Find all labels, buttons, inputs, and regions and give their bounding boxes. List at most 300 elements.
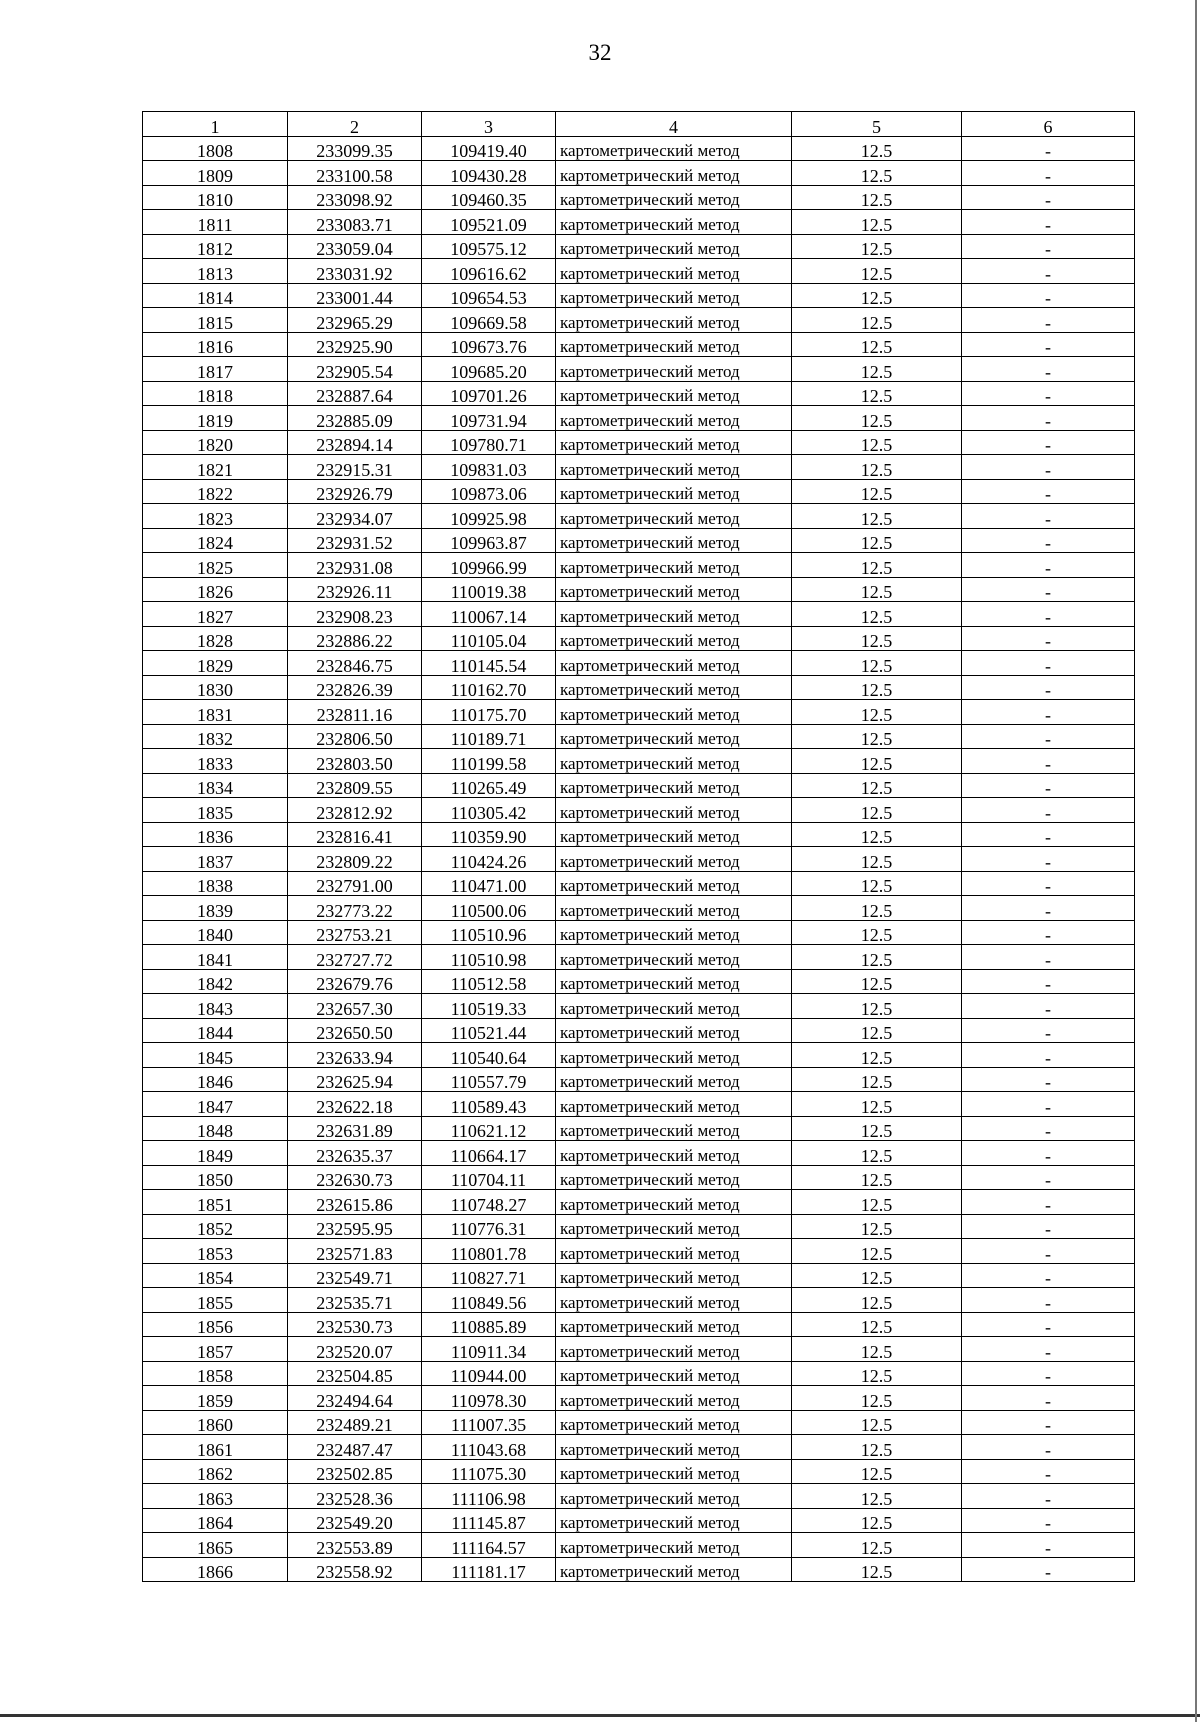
x-coordinate-cell: 232925.90 xyxy=(288,332,422,357)
table-row xyxy=(143,308,1135,333)
note-cell: - xyxy=(962,1508,1135,1533)
column-header: 1 xyxy=(143,112,288,137)
accuracy-cell: 12.5 xyxy=(792,1263,962,1288)
table-row xyxy=(143,920,1135,945)
accuracy-cell: 12.5 xyxy=(792,1533,962,1558)
y-coordinate-cell: 110911.34 xyxy=(422,1337,556,1362)
x-coordinate-cell: 232826.39 xyxy=(288,675,422,700)
x-coordinate-cell: 232885.09 xyxy=(288,406,422,431)
method-cell: картометрический метод xyxy=(556,896,792,921)
method-cell: картометрический метод xyxy=(556,1092,792,1117)
note-cell: - xyxy=(962,626,1135,651)
method-cell: картометрический метод xyxy=(556,822,792,847)
method-cell: картометрический метод xyxy=(556,847,792,872)
y-coordinate-cell: 110540.64 xyxy=(422,1043,556,1068)
point-number-cell: 1844 xyxy=(143,1018,288,1043)
method-cell: картометрический метод xyxy=(556,700,792,725)
table-row xyxy=(143,357,1135,382)
x-coordinate-cell: 232965.29 xyxy=(288,308,422,333)
method-cell: картометрический метод xyxy=(556,1116,792,1141)
point-number-cell: 1832 xyxy=(143,724,288,749)
note-cell: - xyxy=(962,1337,1135,1362)
method-cell: картометрический метод xyxy=(556,1435,792,1460)
y-coordinate-cell: 110621.12 xyxy=(422,1116,556,1141)
table-row xyxy=(143,675,1135,700)
x-coordinate-cell: 232595.95 xyxy=(288,1214,422,1239)
table-row xyxy=(143,455,1135,480)
column-header: 3 xyxy=(422,112,556,137)
accuracy-cell: 12.5 xyxy=(792,1190,962,1215)
accuracy-cell: 12.5 xyxy=(792,675,962,700)
y-coordinate-cell: 109419.40 xyxy=(422,136,556,161)
x-coordinate-cell: 232530.73 xyxy=(288,1312,422,1337)
method-cell: картометрический метод xyxy=(556,553,792,578)
note-cell: - xyxy=(962,1214,1135,1239)
x-coordinate-cell: 232934.07 xyxy=(288,504,422,529)
method-cell: картометрический метод xyxy=(556,1410,792,1435)
note-cell: - xyxy=(962,1141,1135,1166)
y-coordinate-cell: 110510.96 xyxy=(422,920,556,945)
note-cell: - xyxy=(962,136,1135,161)
accuracy-cell: 12.5 xyxy=(792,773,962,798)
method-cell: картометрический метод xyxy=(556,1361,792,1386)
point-number-cell: 1816 xyxy=(143,332,288,357)
x-coordinate-cell: 232908.23 xyxy=(288,602,422,627)
x-coordinate-cell: 232915.31 xyxy=(288,455,422,480)
y-coordinate-cell: 109430.28 xyxy=(422,161,556,186)
point-number-cell: 1865 xyxy=(143,1533,288,1558)
x-coordinate-cell: 232809.22 xyxy=(288,847,422,872)
y-coordinate-cell: 109780.71 xyxy=(422,430,556,455)
accuracy-cell: 12.5 xyxy=(792,1410,962,1435)
y-coordinate-cell: 109701.26 xyxy=(422,381,556,406)
table-row xyxy=(143,896,1135,921)
x-coordinate-cell: 232487.47 xyxy=(288,1435,422,1460)
method-cell: картометрический метод xyxy=(556,1067,792,1092)
accuracy-cell: 12.5 xyxy=(792,161,962,186)
note-cell: - xyxy=(962,357,1135,382)
x-coordinate-cell: 232887.64 xyxy=(288,381,422,406)
point-number-cell: 1854 xyxy=(143,1263,288,1288)
y-coordinate-cell: 111106.98 xyxy=(422,1484,556,1509)
point-number-cell: 1836 xyxy=(143,822,288,847)
note-cell: - xyxy=(962,896,1135,921)
method-cell: картометрический метод xyxy=(556,1459,792,1484)
y-coordinate-cell: 110189.71 xyxy=(422,724,556,749)
method-cell: картометрический метод xyxy=(556,1239,792,1264)
table-row xyxy=(143,553,1135,578)
x-coordinate-cell: 233001.44 xyxy=(288,283,422,308)
note-cell: - xyxy=(962,1484,1135,1509)
column-header: 2 xyxy=(288,112,422,137)
note-cell: - xyxy=(962,1067,1135,1092)
method-cell: картометрический метод xyxy=(556,136,792,161)
y-coordinate-cell: 110944.00 xyxy=(422,1361,556,1386)
y-coordinate-cell: 110199.58 xyxy=(422,749,556,774)
x-coordinate-cell: 232773.22 xyxy=(288,896,422,921)
y-coordinate-cell: 110105.04 xyxy=(422,626,556,651)
method-cell: картометрический метод xyxy=(556,1190,792,1215)
accuracy-cell: 12.5 xyxy=(792,798,962,823)
y-coordinate-cell: 110589.43 xyxy=(422,1092,556,1117)
method-cell: картометрический метод xyxy=(556,1557,792,1582)
x-coordinate-cell: 232489.21 xyxy=(288,1410,422,1435)
table-row xyxy=(143,136,1135,161)
x-coordinate-cell: 232520.07 xyxy=(288,1337,422,1362)
note-cell: - xyxy=(962,479,1135,504)
accuracy-cell: 12.5 xyxy=(792,455,962,480)
y-coordinate-cell: 110500.06 xyxy=(422,896,556,921)
accuracy-cell: 12.5 xyxy=(792,1092,962,1117)
method-cell: картометрический метод xyxy=(556,1312,792,1337)
note-cell: - xyxy=(962,1386,1135,1411)
point-number-cell: 1853 xyxy=(143,1239,288,1264)
y-coordinate-cell: 109575.12 xyxy=(422,234,556,259)
point-number-cell: 1835 xyxy=(143,798,288,823)
column-header: 5 xyxy=(792,112,962,137)
y-coordinate-cell: 109685.20 xyxy=(422,357,556,382)
y-coordinate-cell: 110510.98 xyxy=(422,945,556,970)
x-coordinate-cell: 232504.85 xyxy=(288,1361,422,1386)
x-coordinate-cell: 232553.89 xyxy=(288,1533,422,1558)
y-coordinate-cell: 109460.35 xyxy=(422,185,556,210)
point-number-cell: 1855 xyxy=(143,1288,288,1313)
accuracy-cell: 12.5 xyxy=(792,1067,962,1092)
method-cell: картометрический метод xyxy=(556,161,792,186)
note-cell: - xyxy=(962,528,1135,553)
accuracy-cell: 12.5 xyxy=(792,1043,962,1068)
point-number-cell: 1811 xyxy=(143,210,288,235)
method-cell: картометрический метод xyxy=(556,871,792,896)
method-cell: картометрический метод xyxy=(556,185,792,210)
x-coordinate-cell: 233098.92 xyxy=(288,185,422,210)
y-coordinate-cell: 110521.44 xyxy=(422,1018,556,1043)
note-cell: - xyxy=(962,1459,1135,1484)
accuracy-cell: 12.5 xyxy=(792,1361,962,1386)
accuracy-cell: 12.5 xyxy=(792,1484,962,1509)
note-cell: - xyxy=(962,259,1135,284)
table-row xyxy=(143,1386,1135,1411)
point-number-cell: 1863 xyxy=(143,1484,288,1509)
x-coordinate-cell: 232727.72 xyxy=(288,945,422,970)
y-coordinate-cell: 109873.06 xyxy=(422,479,556,504)
y-coordinate-cell: 110978.30 xyxy=(422,1386,556,1411)
accuracy-cell: 12.5 xyxy=(792,847,962,872)
table-row xyxy=(143,749,1135,774)
point-number-cell: 1864 xyxy=(143,1508,288,1533)
note-cell: - xyxy=(962,847,1135,872)
y-coordinate-cell: 110827.71 xyxy=(422,1263,556,1288)
accuracy-cell: 12.5 xyxy=(792,1018,962,1043)
table-body xyxy=(143,136,1135,1582)
note-cell: - xyxy=(962,675,1135,700)
accuracy-cell: 12.5 xyxy=(792,1386,962,1411)
note-cell: - xyxy=(962,773,1135,798)
note-cell: - xyxy=(962,969,1135,994)
table-row xyxy=(143,1092,1135,1117)
note-cell: - xyxy=(962,308,1135,333)
y-coordinate-cell: 109925.98 xyxy=(422,504,556,529)
method-cell: картометрический метод xyxy=(556,1141,792,1166)
y-coordinate-cell: 109669.58 xyxy=(422,308,556,333)
note-cell: - xyxy=(962,1116,1135,1141)
point-number-cell: 1808 xyxy=(143,136,288,161)
column-header: 4 xyxy=(556,112,792,137)
method-cell: картометрический метод xyxy=(556,577,792,602)
method-cell: картометрический метод xyxy=(556,1214,792,1239)
y-coordinate-cell: 111043.68 xyxy=(422,1435,556,1460)
note-cell: - xyxy=(962,1263,1135,1288)
point-number-cell: 1821 xyxy=(143,455,288,480)
x-coordinate-cell: 232631.89 xyxy=(288,1116,422,1141)
x-coordinate-cell: 232753.21 xyxy=(288,920,422,945)
y-coordinate-cell: 110162.70 xyxy=(422,675,556,700)
point-number-cell: 1847 xyxy=(143,1092,288,1117)
accuracy-cell: 12.5 xyxy=(792,430,962,455)
table-row xyxy=(143,626,1135,651)
point-number-cell: 1843 xyxy=(143,994,288,1019)
x-coordinate-cell: 232926.11 xyxy=(288,577,422,602)
point-number-cell: 1857 xyxy=(143,1337,288,1362)
table-row xyxy=(143,283,1135,308)
point-number-cell: 1849 xyxy=(143,1141,288,1166)
x-coordinate-cell: 233031.92 xyxy=(288,259,422,284)
y-coordinate-cell: 111075.30 xyxy=(422,1459,556,1484)
method-cell: картометрический метод xyxy=(556,1165,792,1190)
x-coordinate-cell: 232931.08 xyxy=(288,553,422,578)
point-number-cell: 1831 xyxy=(143,700,288,725)
accuracy-cell: 12.5 xyxy=(792,406,962,431)
note-cell: - xyxy=(962,455,1135,480)
table-row xyxy=(143,1459,1135,1484)
point-number-cell: 1820 xyxy=(143,430,288,455)
point-number-cell: 1850 xyxy=(143,1165,288,1190)
note-cell: - xyxy=(962,504,1135,529)
table-row xyxy=(143,1263,1135,1288)
y-coordinate-cell: 110801.78 xyxy=(422,1239,556,1264)
table-row xyxy=(143,577,1135,602)
x-coordinate-cell: 232905.54 xyxy=(288,357,422,382)
method-cell: картометрический метод xyxy=(556,210,792,235)
y-coordinate-cell: 110557.79 xyxy=(422,1067,556,1092)
y-coordinate-cell: 111181.17 xyxy=(422,1557,556,1582)
note-cell: - xyxy=(962,749,1135,774)
note-cell: - xyxy=(962,234,1135,259)
point-number-cell: 1833 xyxy=(143,749,288,774)
accuracy-cell: 12.5 xyxy=(792,724,962,749)
point-number-cell: 1827 xyxy=(143,602,288,627)
accuracy-cell: 12.5 xyxy=(792,308,962,333)
y-coordinate-cell: 110067.14 xyxy=(422,602,556,627)
method-cell: картометрический метод xyxy=(556,773,792,798)
x-coordinate-cell: 232528.36 xyxy=(288,1484,422,1509)
point-number-cell: 1818 xyxy=(143,381,288,406)
accuracy-cell: 12.5 xyxy=(792,1288,962,1313)
note-cell: - xyxy=(962,1288,1135,1313)
y-coordinate-cell: 110305.42 xyxy=(422,798,556,823)
y-coordinate-cell: 110519.33 xyxy=(422,994,556,1019)
method-cell: картометрический метод xyxy=(556,381,792,406)
accuracy-cell: 12.5 xyxy=(792,1141,962,1166)
note-cell: - xyxy=(962,651,1135,676)
table-row xyxy=(143,185,1135,210)
point-number-cell: 1840 xyxy=(143,920,288,945)
note-cell: - xyxy=(962,920,1135,945)
accuracy-cell: 12.5 xyxy=(792,700,962,725)
table-row xyxy=(143,1018,1135,1043)
note-cell: - xyxy=(962,577,1135,602)
y-coordinate-cell: 109616.62 xyxy=(422,259,556,284)
accuracy-cell: 12.5 xyxy=(792,283,962,308)
method-cell: картометрический метод xyxy=(556,504,792,529)
method-cell: картометрический метод xyxy=(556,1386,792,1411)
y-coordinate-cell: 109673.76 xyxy=(422,332,556,357)
point-number-cell: 1810 xyxy=(143,185,288,210)
table-row xyxy=(143,700,1135,725)
point-number-cell: 1841 xyxy=(143,945,288,970)
note-cell: - xyxy=(962,700,1135,725)
table-row xyxy=(143,210,1135,235)
method-cell: картометрический метод xyxy=(556,626,792,651)
table-row xyxy=(143,406,1135,431)
scan-right-edge xyxy=(1195,0,1197,1722)
y-coordinate-cell: 111145.87 xyxy=(422,1508,556,1533)
x-coordinate-cell: 232846.75 xyxy=(288,651,422,676)
method-cell: картометрический метод xyxy=(556,308,792,333)
note-cell: - xyxy=(962,406,1135,431)
table-row xyxy=(143,1508,1135,1533)
point-number-cell: 1858 xyxy=(143,1361,288,1386)
table-row xyxy=(143,1337,1135,1362)
table-row xyxy=(143,479,1135,504)
method-cell: картометрический метод xyxy=(556,259,792,284)
table-row xyxy=(143,602,1135,627)
point-number-cell: 1813 xyxy=(143,259,288,284)
point-number-cell: 1866 xyxy=(143,1557,288,1582)
table-row xyxy=(143,504,1135,529)
note-cell: - xyxy=(962,945,1135,970)
point-number-cell: 1828 xyxy=(143,626,288,651)
point-number-cell: 1861 xyxy=(143,1435,288,1460)
point-number-cell: 1826 xyxy=(143,577,288,602)
note-cell: - xyxy=(962,1165,1135,1190)
x-coordinate-cell: 232615.86 xyxy=(288,1190,422,1215)
note-cell: - xyxy=(962,161,1135,186)
table-row xyxy=(143,381,1135,406)
method-cell: картометрический метод xyxy=(556,798,792,823)
x-coordinate-cell: 232494.64 xyxy=(288,1386,422,1411)
method-cell: картометрический метод xyxy=(556,945,792,970)
y-coordinate-cell: 110885.89 xyxy=(422,1312,556,1337)
x-coordinate-cell: 232625.94 xyxy=(288,1067,422,1092)
table-row xyxy=(143,1141,1135,1166)
table-row xyxy=(143,1557,1135,1582)
point-number-cell: 1859 xyxy=(143,1386,288,1411)
method-cell: картометрический метод xyxy=(556,528,792,553)
x-coordinate-cell: 232816.41 xyxy=(288,822,422,847)
table-row xyxy=(143,1435,1135,1460)
x-coordinate-cell: 232886.22 xyxy=(288,626,422,651)
method-cell: картометрический метод xyxy=(556,920,792,945)
table-row xyxy=(143,1043,1135,1068)
y-coordinate-cell: 109654.53 xyxy=(422,283,556,308)
x-coordinate-cell: 233100.58 xyxy=(288,161,422,186)
method-cell: картометрический метод xyxy=(556,1337,792,1362)
point-number-cell: 1838 xyxy=(143,871,288,896)
accuracy-cell: 12.5 xyxy=(792,602,962,627)
y-coordinate-cell: 110359.90 xyxy=(422,822,556,847)
method-cell: картометрический метод xyxy=(556,1263,792,1288)
table-row xyxy=(143,1165,1135,1190)
point-number-cell: 1830 xyxy=(143,675,288,700)
x-coordinate-cell: 232811.16 xyxy=(288,700,422,725)
point-number-cell: 1814 xyxy=(143,283,288,308)
accuracy-cell: 12.5 xyxy=(792,381,962,406)
accuracy-cell: 12.5 xyxy=(792,185,962,210)
table-row xyxy=(143,1484,1135,1509)
point-number-cell: 1842 xyxy=(143,969,288,994)
method-cell: картометрический метод xyxy=(556,1508,792,1533)
table-row xyxy=(143,1067,1135,1092)
accuracy-cell: 12.5 xyxy=(792,1337,962,1362)
table-row xyxy=(143,1533,1135,1558)
method-cell: картометрический метод xyxy=(556,1288,792,1313)
y-coordinate-cell: 109963.87 xyxy=(422,528,556,553)
column-header: 6 xyxy=(962,112,1135,137)
note-cell: - xyxy=(962,1190,1135,1215)
accuracy-cell: 12.5 xyxy=(792,749,962,774)
note-cell: - xyxy=(962,602,1135,627)
y-coordinate-cell: 110664.17 xyxy=(422,1141,556,1166)
point-number-cell: 1825 xyxy=(143,553,288,578)
table-row xyxy=(143,651,1135,676)
accuracy-cell: 12.5 xyxy=(792,1116,962,1141)
x-coordinate-cell: 232791.00 xyxy=(288,871,422,896)
scan-bottom-edge xyxy=(0,1714,1200,1717)
note-cell: - xyxy=(962,1092,1135,1117)
table-row xyxy=(143,1190,1135,1215)
x-coordinate-cell: 233059.04 xyxy=(288,234,422,259)
table-row xyxy=(143,1361,1135,1386)
note-cell: - xyxy=(962,822,1135,847)
note-cell: - xyxy=(962,1018,1135,1043)
x-coordinate-cell: 232633.94 xyxy=(288,1043,422,1068)
accuracy-cell: 12.5 xyxy=(792,920,962,945)
x-coordinate-cell: 232926.79 xyxy=(288,479,422,504)
method-cell: картометрический метод xyxy=(556,357,792,382)
y-coordinate-cell: 110145.54 xyxy=(422,651,556,676)
accuracy-cell: 12.5 xyxy=(792,896,962,921)
note-cell: - xyxy=(962,210,1135,235)
point-number-cell: 1851 xyxy=(143,1190,288,1215)
x-coordinate-cell: 232806.50 xyxy=(288,724,422,749)
table-row xyxy=(143,161,1135,186)
point-number-cell: 1856 xyxy=(143,1312,288,1337)
point-number-cell: 1837 xyxy=(143,847,288,872)
method-cell: картометрический метод xyxy=(556,283,792,308)
y-coordinate-cell: 110748.27 xyxy=(422,1190,556,1215)
x-coordinate-cell: 232650.50 xyxy=(288,1018,422,1043)
point-number-cell: 1845 xyxy=(143,1043,288,1068)
method-cell: картометрический метод xyxy=(556,602,792,627)
point-number-cell: 1829 xyxy=(143,651,288,676)
y-coordinate-cell: 110704.11 xyxy=(422,1165,556,1190)
method-cell: картометрический метод xyxy=(556,969,792,994)
x-coordinate-cell: 232894.14 xyxy=(288,430,422,455)
method-cell: картометрический метод xyxy=(556,430,792,455)
table-row xyxy=(143,847,1135,872)
method-cell: картометрический метод xyxy=(556,332,792,357)
